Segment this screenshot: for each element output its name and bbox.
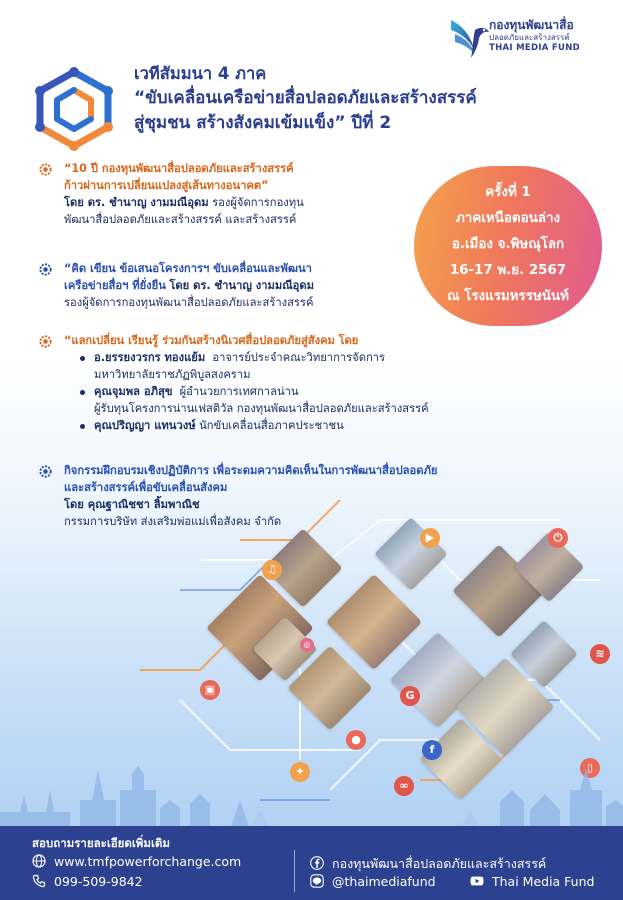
speaker-list-item: [80, 383, 429, 417]
contact-footer: [0, 826, 623, 900]
speaker-name: คุณปริญญา แทนวงษ์: [94, 419, 196, 432]
speaker-role-2: มหาวิทยาลัยราชภัฏพิบูลสงคราม: [94, 368, 251, 381]
website-row[interactable]: [32, 854, 241, 869]
event-info-badge: [414, 166, 602, 326]
temple-skyline: [0, 760, 623, 830]
agenda-3-topic: “แลกเปลี่ยน เรียนรู้ ร่วมกันสร้างนิเวศสื่อปลอดภัยสู่สังคม: [64, 334, 335, 347]
event-title: [134, 62, 604, 136]
agenda-4-role: กรรมการบริษัท ส่งเสริมพ่อแม่เพื่อสังคม จำกัด: [64, 515, 282, 528]
brand-logo: [445, 12, 605, 64]
youtube-row[interactable]: [470, 874, 594, 889]
speaker-role: ผู้อำนวยการเทศกาลน่าน: [179, 385, 299, 398]
tape-icon: ∞: [394, 776, 414, 796]
brand-subtitle: ปลอดภัยและสร้างสรรค์: [489, 33, 570, 42]
camera-icon: ●: [346, 730, 366, 750]
facebook-icon: f: [422, 740, 442, 760]
agenda-3-by: โดย: [338, 334, 359, 347]
instagram-icon: ◎: [300, 638, 314, 652]
gear-bullet-icon: [38, 262, 53, 277]
line-icon: [310, 874, 324, 888]
video-icon: ▶: [420, 528, 440, 548]
agenda-4-speaker: โดย คุณฐาณิชชา ลิ้มพาณิช: [64, 498, 200, 511]
clapperboard-icon: ✦: [290, 762, 310, 782]
gear-bullet-icon: [38, 162, 53, 177]
hexagon-network-logo-icon: [28, 64, 120, 154]
title-line-2: “ขับเคลื่อนเครือข่ายสื่อปลอดภัยและสร้างสรรค์: [134, 88, 477, 108]
agenda-2-topic-line-1: “คิด เขียน ข้อเสนอโครงการฯ ขับเคลื่อนและพัฒนา: [64, 262, 312, 275]
gear-bullet-icon: [38, 464, 53, 479]
media-icon: ▣: [200, 680, 220, 700]
agenda-3-speaker-list: [80, 349, 429, 434]
youtube-channel[interactable]: Thai Media Fund: [492, 874, 595, 889]
event-venue: ณ โรงแรมหรรษนันท์: [447, 289, 569, 304]
phone-row[interactable]: [32, 874, 143, 889]
footer-divider: [294, 850, 295, 892]
speaker-role: อาจารย์ประจำคณะวิทยาการจัดการ: [212, 351, 386, 364]
agenda-1-role-a: รองผู้จัดการกองทุน: [212, 196, 304, 209]
facebook-row[interactable]: [310, 854, 546, 874]
agenda-2-speaker: โดย ดร. ชำนาญ งามมณีอุดม: [169, 279, 315, 292]
headphones-icon: ♫: [262, 560, 282, 580]
agenda-2-topic-line-2: เครือข่ายสื่อฯ ที่ยั่งยืน: [64, 279, 166, 292]
rss-icon: ≋: [590, 644, 610, 664]
speaker-name: อ.ยรรยงวรกร ทองแย้ม: [94, 351, 206, 364]
globe-icon: [32, 854, 46, 868]
line-row[interactable]: [310, 874, 436, 889]
event-region: ภาคเหนือตอนล่าง: [455, 211, 561, 226]
speaker-role-2: ผู้รับทุนโครงการน่านเฟสติวัล กองทุนพัฒนาสื่อปลอดภัยและสร้างสรรค์: [94, 402, 429, 415]
phone-number[interactable]: 099-509-9842: [54, 874, 143, 889]
youtube-icon: [470, 874, 484, 888]
power-icon: ⏻: [548, 528, 568, 548]
agenda-1-speaker: โดย ดร. ชำนาญ งามมณีอุดม: [64, 196, 209, 209]
facebook-icon: [310, 856, 324, 870]
speaker-name: คุณจุมพล อภิสุข: [94, 385, 173, 398]
title-line-3: สู่ชุมชน สร้างสังคมเข้มแข็ง” ปีที่ 2: [134, 113, 392, 133]
footer-heading: สอบถามรายละเอียดเพิ่มเติม: [32, 836, 170, 850]
event-location: อ.เมือง จ.พิษณุโลก: [451, 237, 565, 252]
title-line-1: เวทีสัมมนา 4 ภาค: [134, 64, 267, 83]
facebook-page[interactable]: กองทุนพัฒนาสื่อปลอดภัยและสร้างสรรค์: [332, 856, 547, 871]
bird-logo-icon: [445, 12, 491, 62]
line-account[interactable]: @thaimediafund: [332, 874, 436, 889]
agenda-1-role-b: พัฒนาสื่อปลอดภัยและสร้างสรรค์ และสร้างสรรค์: [64, 213, 297, 226]
smartphone-icon: ▯: [580, 758, 600, 778]
agenda-4-topic-line-2: และสร้างสรรค์เพื่อขับเคลื่อนสังคม: [64, 481, 228, 494]
agenda-2-role: รองผู้จัดการกองทุนพัฒนาสื่อปลอดภัยและสร้างสรรค์: [64, 296, 314, 309]
speaker-role: นักขับเคลื่อนสื่อภาคประชาชน: [199, 419, 344, 432]
event-round: ครั้งที่ 1: [485, 185, 531, 200]
phone-icon: [32, 874, 46, 888]
google-plus-icon: G: [400, 686, 420, 706]
agenda-1-topic-line-2: ก้าวผ่านการเปลี่ยนแปลงสู่เส้นทางอนาคต”: [64, 179, 269, 192]
speaker-list-item: [80, 349, 429, 383]
event-date: 16-17 พ.ย. 2567: [449, 263, 567, 278]
speaker-list-item: [80, 417, 429, 434]
website-link[interactable]: www.tmfpowerforchange.com: [54, 854, 242, 869]
brand-english: THAI MEDIA FUND: [489, 43, 581, 53]
agenda-4-topic-line-1: กิจกรรมฝึกอบรมเชิงปฏิบัติการ เพื่อระดมความคิดเห็นในการพัฒนาสื่อปลอดภัย: [64, 464, 438, 477]
gear-bullet-icon: [38, 334, 53, 349]
brand-name: กองทุนพัฒนาสื่อ: [489, 18, 574, 32]
agenda-1-topic-line-1: “10 ปี กองทุนพัฒนาสื่อปลอดภัยและสร้างสรรค์: [64, 162, 294, 175]
